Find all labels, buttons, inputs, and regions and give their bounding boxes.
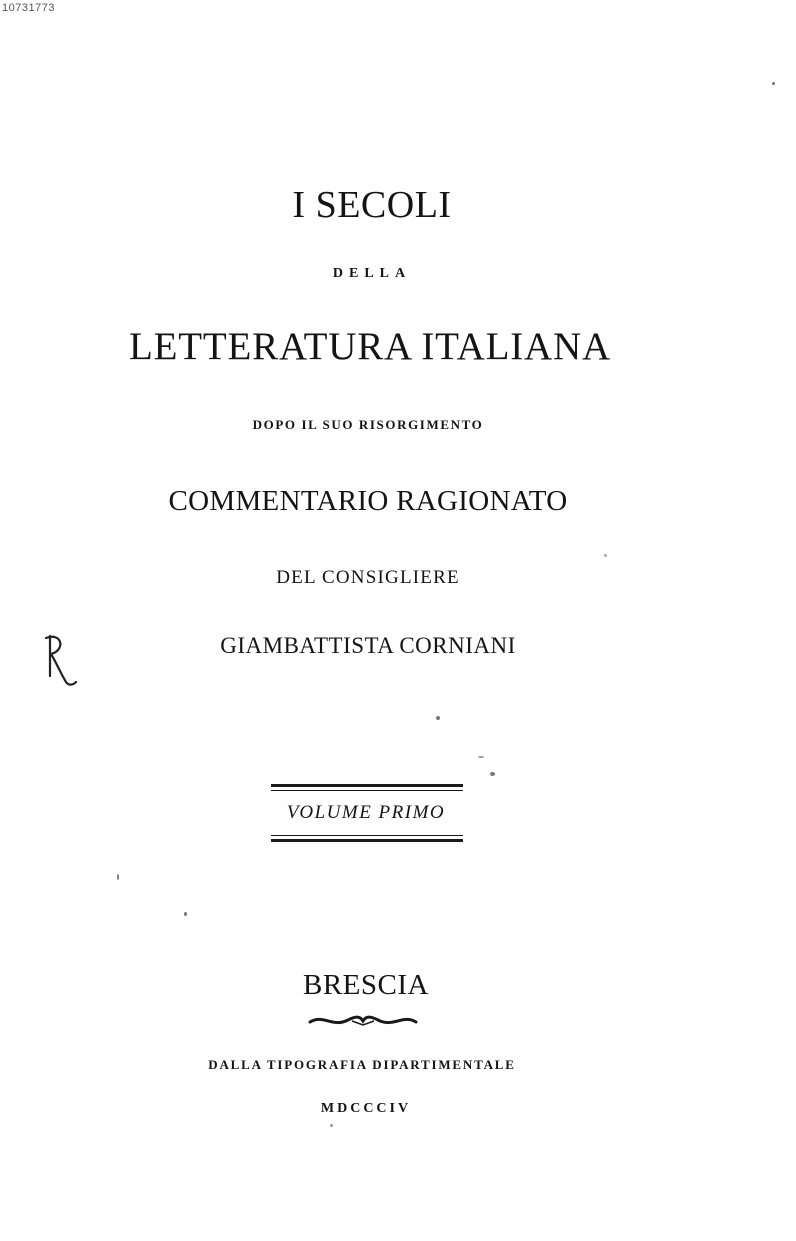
book-title: I SECOLI (292, 184, 452, 226)
volume-rule-bottom-thin (271, 835, 463, 836)
paper-speck (490, 772, 495, 776)
book-subject: LETTERATURA ITALIANA (129, 325, 611, 368)
scan-identifier: 10731773 (2, 2, 55, 14)
volume-rule-top-thin (271, 790, 463, 791)
volume-rule-bottom (271, 839, 463, 842)
book-subtitle: DOPO IL SUO RISORGIMENTO (252, 417, 484, 432)
ornament-flourish (308, 1012, 418, 1030)
volume-label: VOLUME PRIMO (286, 802, 446, 823)
volume-rule-top (271, 784, 463, 787)
handwritten-annotation (40, 632, 80, 688)
author-name: GIAMBATTISTA CORNIANI (220, 633, 516, 658)
imprint-year: MDCCCIV (320, 1101, 412, 1116)
imprint-printer: DALLA TIPOGRAFIA DIPARTIMENTALE (208, 1057, 516, 1072)
paper-speck (772, 82, 775, 85)
paper-speck (184, 912, 187, 916)
paper-speck (436, 716, 440, 720)
title-connector: DELLA (332, 266, 412, 281)
paper-speck (604, 554, 607, 557)
paper-speck (117, 874, 119, 880)
paper-speck (330, 1124, 333, 1127)
imprint-city: BRESCIA (303, 969, 429, 1001)
paper-speck (478, 756, 484, 758)
work-type: COMMENTARIO RAGIONATO (168, 485, 568, 517)
author-role: DEL CONSIGLIERE (276, 567, 460, 588)
